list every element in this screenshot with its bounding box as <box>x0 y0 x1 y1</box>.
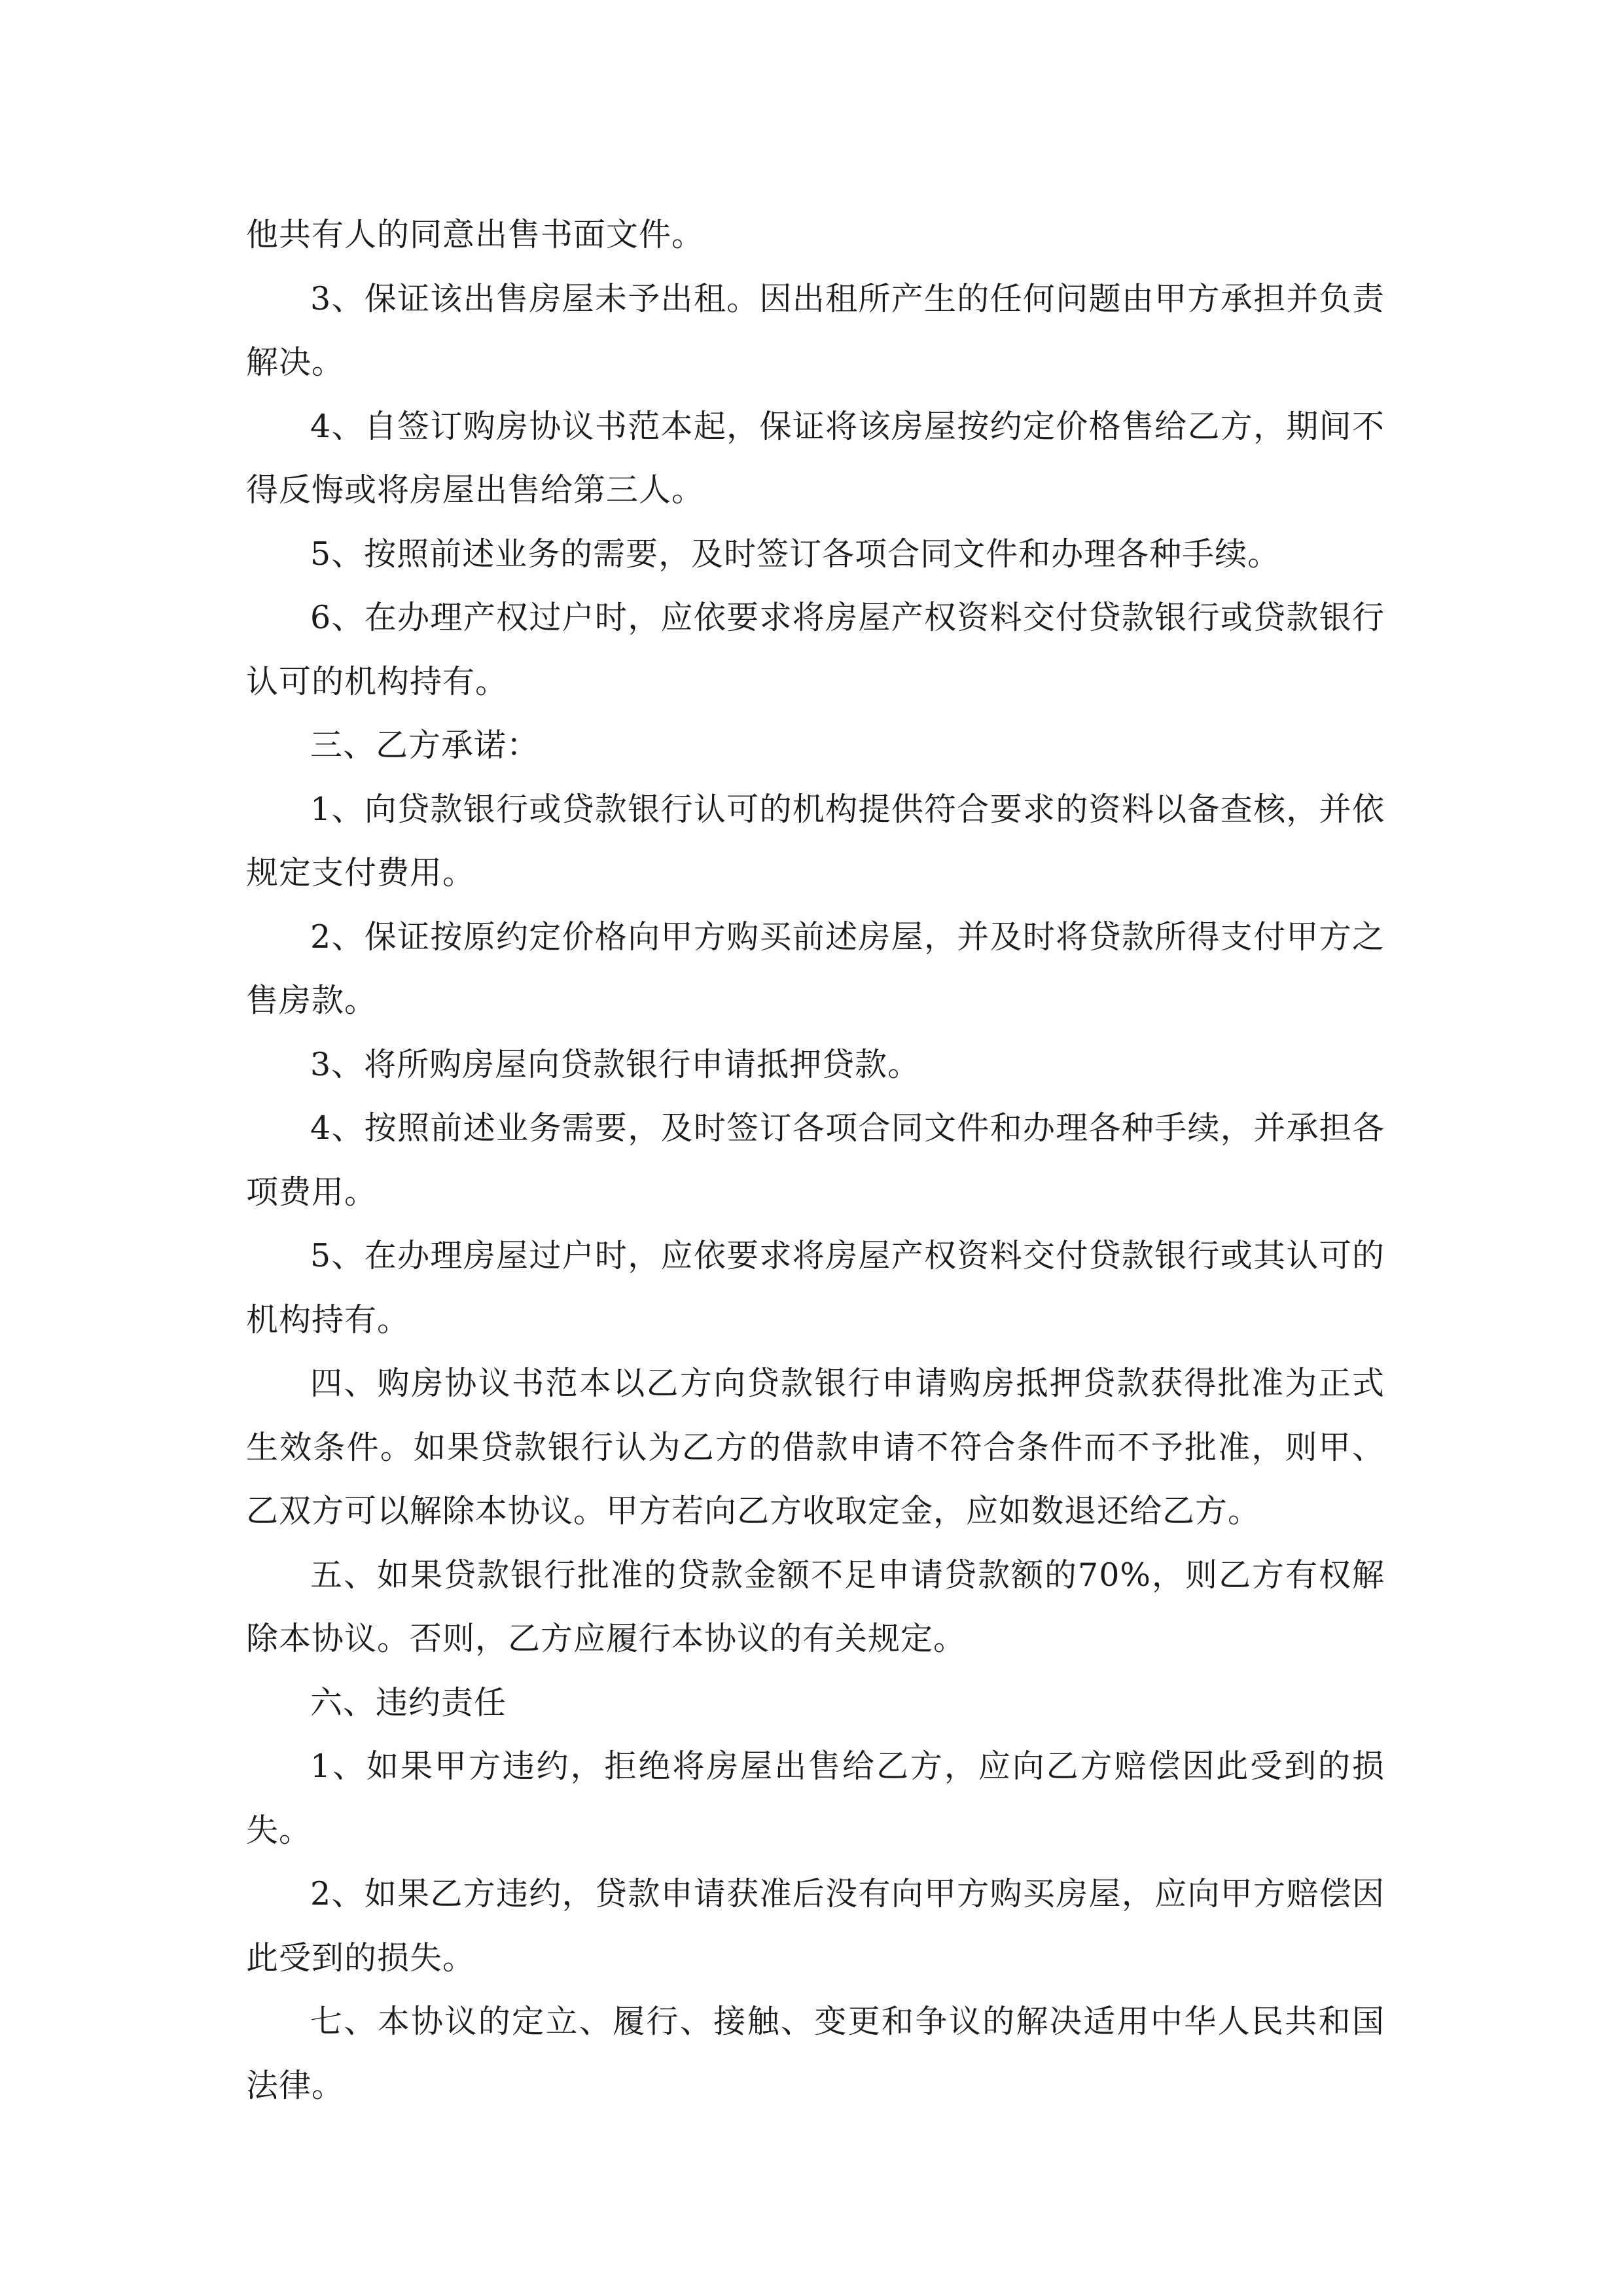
paragraph-breach-clause-1: 1、如果甲方违约，拒绝将房屋出售给乙方，应向乙方赔偿因此受到的损失。 <box>246 1748 1385 1849</box>
paragraph-breach-clause-2: 2、如果乙方违约，贷款申请获准后没有向甲方购买房屋，应向甲方赔偿因此受到的损失。 <box>246 1875 1385 1977</box>
section-heading-buyer-commitments: 三、乙方承诺： <box>310 726 540 764</box>
paragraph-seller-clause-6: 6、在办理产权过户时，应依要求将房屋产权资料交付贷款银行或贷款银行认可的机构持有。 <box>246 599 1385 700</box>
paragraph-buyer-clause-3: 3、将所购房屋向贷款银行申请抵押贷款。 <box>310 1045 921 1083</box>
paragraph-buyer-clause-5: 5、在办理房屋过户时，应依要求将房屋产权资料交付贷款银行或其认可的机构持有。 <box>246 1237 1385 1338</box>
paragraph-buyer-clause-2: 2、保证按原约定价格向甲方购买前述房屋，并及时将贷款所得支付甲方之售房款。 <box>246 918 1385 1019</box>
document-body <box>246 203 1385 2117</box>
paragraph-seller-clause-4: 4、自签订购房协议书范本起，保证将该房屋按约定价格售给乙方，期间不得反悔或将房屋出售给第三人。 <box>246 407 1385 509</box>
section-governing-law: 七、本协议的定立、履行、接触、变更和争议的解决适用中华人民共和国法律。 <box>246 2003 1385 2104</box>
section-effective-condition: 四、购房协议书范本以乙方向贷款银行申请购房抵押贷款获得批准为正式生效条件。如果贷款银行认为乙方的借款申请不符合条件而不予批准，则甲、乙双方可以解除本协议。甲方若向乙方收取定金，应如数退还给乙方。 <box>246 1365 1385 1530</box>
section-heading-breach: 六、违约责任 <box>310 1683 507 1721</box>
paragraph-seller-clause-3: 3、保证该出售房屋未予出租。因出租所产生的任何问题由甲方承担并负责解决。 <box>246 279 1385 381</box>
paragraph-continuation: 他共有人的同意出售书面文件。 <box>246 216 705 253</box>
paragraph-seller-clause-5: 5、按照前述业务的需要，及时签订各项合同文件和办理各种手续。 <box>310 535 1281 573</box>
paragraph-buyer-clause-4: 4、按照前述业务需要，及时签订各项合同文件和办理各种手续，并承担各项费用。 <box>246 1109 1385 1211</box>
paragraph-buyer-clause-1: 1、向贷款银行或贷款银行认可的机构提供符合要求的资料以备查核，并依规定支付费用。 <box>246 790 1385 891</box>
section-loan-amount: 五、如果贷款银行批准的贷款金额不足申请贷款额的70%，则乙方有权解除本协议。否则，乙方应履行本协议的有关规定。 <box>246 1556 1385 1657</box>
